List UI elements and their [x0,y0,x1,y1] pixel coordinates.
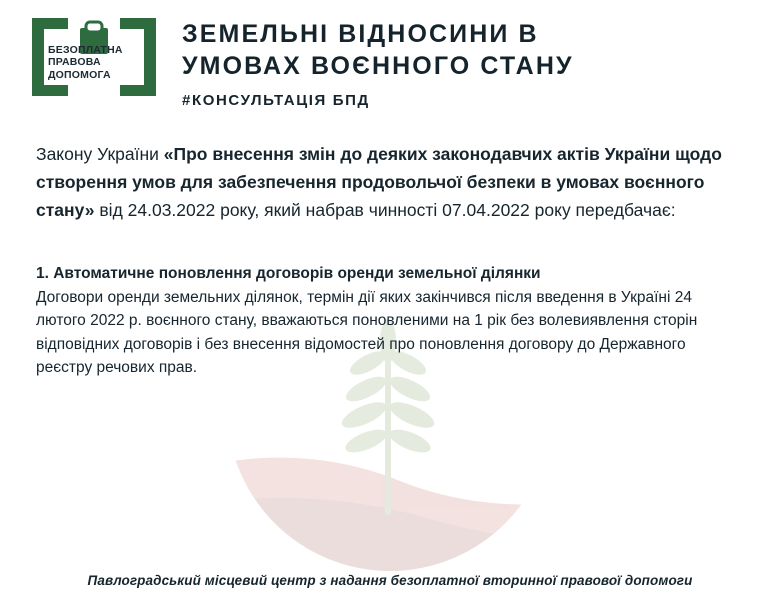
intro-paragraph [36,140,746,225]
logo-line-3: ДОПОМОГА [48,68,111,81]
intro-tail: від 24.03.2022 року, який набрав чинності 07.04.2022 року передбачає: [94,200,676,221]
page-header [0,0,780,109]
intro-lead: Закону України [36,143,164,164]
intro-law-name: «Про внесення змін до деяких законодавчих актів України щодо створення умов для забезпечення продовольчої безпеки в умовах воєнного стану» [36,143,722,221]
page-hashtag: #КОНСУЛЬТАЦІЯ БПД [182,92,370,109]
bpd-logo [28,14,160,100]
page-footer: Павлоградський місцевий центр з надання безоплатної вторинної правової допомоги [87,573,693,588]
section-1 [36,265,746,380]
section-1-title: 1. Автоматичне поновлення договорів оренди земельної ділянки [36,264,541,282]
page-title-line-2: УМОВАХ ВОЄННОГО СТАНУ [182,52,574,80]
page-title-line-1: ЗЕМЕЛЬНІ ВІДНОСИНИ В [182,20,539,48]
section-1-body: Договори оренди земельних ділянок, термін дії яких закінчився після введення в Україні 24 лютого 2022 р. воєнного стану, вважаються поновленими на 1 рік без волевиявлення сторін відповідних договорів і без внесення відомостей про поновлення договору до Державного реєстру речових прав. [36,288,698,377]
header-title-block [160,14,762,109]
logo-line-1: БЕЗОПЛАТНА [48,44,123,56]
page-content [0,104,780,380]
logo-line-2: ПРАВОВА [48,56,101,69]
